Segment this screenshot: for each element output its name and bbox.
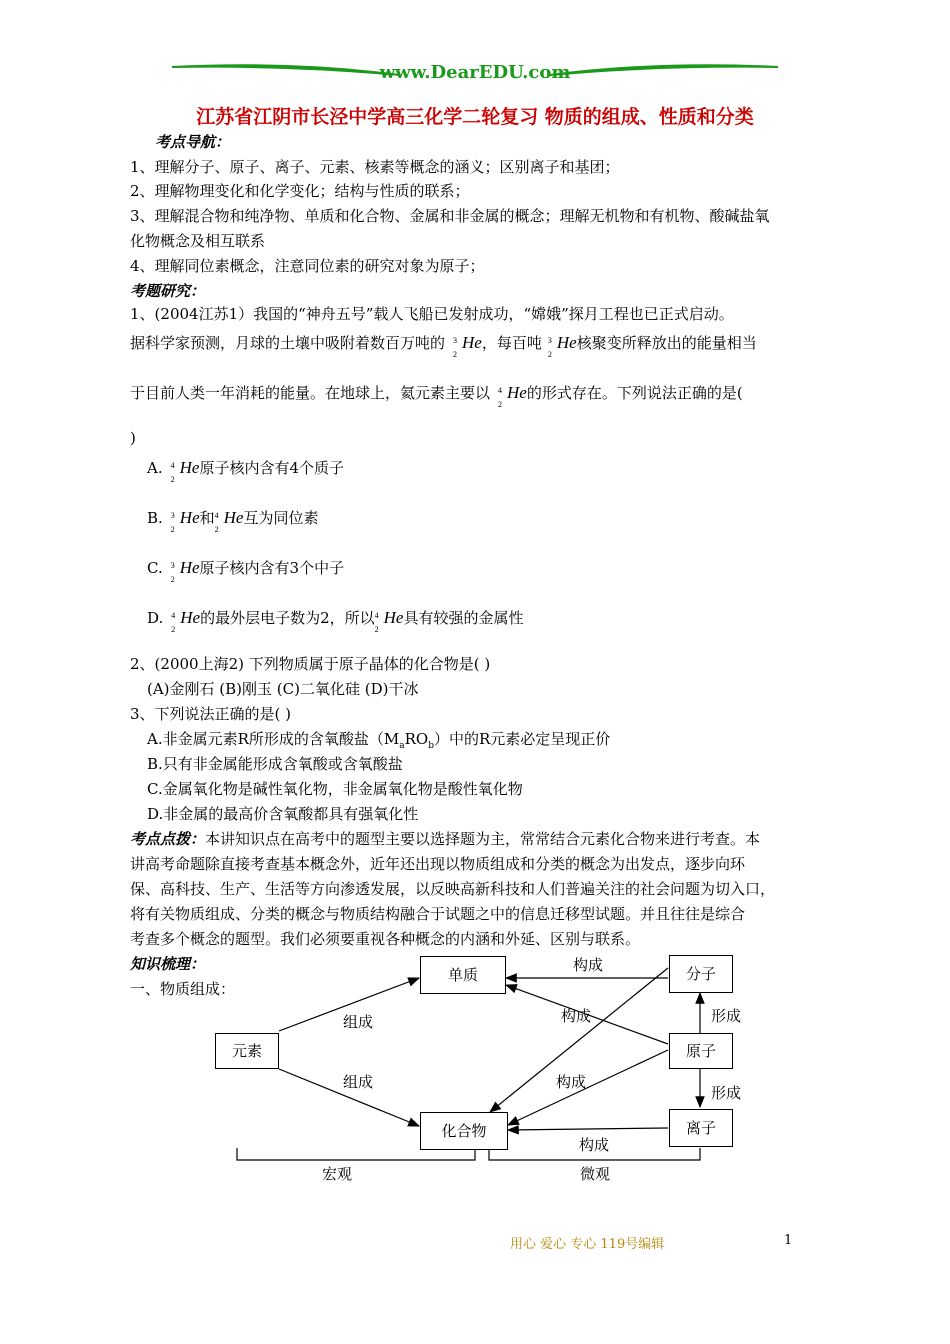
research-heading: 考题研究： [130, 282, 206, 300]
q3-option-d: D.非金属的最高价含氧酸都具有强氧化性 [147, 805, 419, 823]
q1-option-d: D. 4 2 He的最外层电子数为2，所以 4 2 He具有较强的金属性 [147, 608, 524, 634]
page-number: 1 [784, 1233, 793, 1248]
guide-item: 化物概念及相互联系 [130, 232, 266, 250]
knowledge-heading: 知识梳理： [130, 955, 206, 973]
tips-line: 考查多个概念的题型。我们必须要重视各种概念的内涵和外延、区别与联系。 [130, 930, 641, 948]
q1-line4: ) [130, 429, 136, 447]
tips-line: 讲高考命题除直接考查基本概念外，近年还出现以物质组成和分类的概念为出发点，逐步向环 [130, 855, 746, 873]
q3-option-a: A.非金属元素R所形成的含氧酸盐$(M_aRO_b)$中的R元素必定呈现正价 [147, 730, 611, 751]
label-compose: 组成 [343, 1013, 374, 1031]
label-form: 形成 [711, 1007, 742, 1025]
arrow-atom-to-compound [508, 1050, 668, 1125]
label-constitute: 构成 [556, 1073, 587, 1091]
guide-heading: 考点导航： [155, 133, 231, 151]
q3-option-c: C.金属氧化物是碱性氧化物，非金属氧化物是酸性氧化物 [147, 780, 523, 798]
site-logo[interactable]: www.DearEDU.com [379, 62, 571, 83]
label-micro: 微观 [580, 1165, 611, 1183]
tips-line: 保、高科技、生产、生活等方向渗透发展，以反映高新科技和人们普遍关注的社会问题为切入口， [130, 880, 776, 898]
node-atom: 原子 [669, 1033, 733, 1069]
he4-symbol: 4 2 He [170, 458, 200, 484]
page-title: 江苏省江阴市长泾中学高三化学二轮复习 物质的组成、性质和分类 [196, 106, 754, 128]
tips-line: 将有关物质组成、分类的概念与物质结构融合于试题之中的信息迁移型试题。并且往往是综合 [130, 905, 746, 923]
guide-item: 2、理解物理变化和化学变化；结构与性质的联系； [130, 182, 470, 200]
he4-symbol: 4 2 He [374, 608, 404, 634]
q1-option-c: C. 3 2 He原子核内含有3个中子 [147, 558, 345, 584]
he3-symbol: 3 2 He [453, 333, 482, 359]
q1-option-a: A. 4 2 He原子核内含有4个质子 [147, 458, 344, 484]
he3-symbol: 3 2 He [547, 333, 577, 359]
guide-item: 1、理解分子、原子、离子、元素、核素等概念的涵义；区别离子和基团； [130, 158, 620, 176]
tips-line: 考点点拨：本讲知识点在高考中的题型主要以选择题为主，常常结合元素化合物来进行考查。本 [130, 830, 761, 848]
he3-symbol: 3 2 He [170, 558, 200, 584]
label-constitute: 构成 [561, 1007, 592, 1025]
node-compound: 化合物 [420, 1112, 508, 1150]
q2-options: (A)金刚石 (B)刚玉 (C)二氧化硅 (D)干冰 [147, 680, 419, 698]
label-macro: 宏观 [322, 1165, 353, 1183]
tips-heading: 考点点拨： [130, 830, 206, 848]
node-molecule: 分子 [669, 955, 733, 993]
q3-stem: 3、下列说法正确的是( ) [130, 705, 292, 723]
q1-line2: 据科学家预测，月球的土壤中吸附着数百万吨的 3 2 He，每百吨 3 2 He核聚变所释放出的能量相当 [130, 333, 757, 359]
guide-item: 3、理解混合物和纯净物、单质和化合物、金属和非金属的概念；理解无机物和有机物、酸碱盐氧 [130, 207, 770, 225]
he3-symbol: 3 2 He [170, 508, 200, 534]
node-simple-substance: 单质 [420, 956, 506, 994]
q1-option-b: B. 3 2 He和 4 2 He互为同位素 [147, 508, 319, 534]
section-heading: 一、物质组成： [130, 980, 236, 998]
label-form: 形成 [711, 1084, 742, 1102]
arrow-ion-to-compound [508, 1128, 668, 1130]
q2-stem: 2、(2000上海2) 下列物质属于原子晶体的化合物是( ) [130, 655, 491, 673]
he4-symbol: 4 2 He [171, 608, 201, 634]
he4-symbol: 4 2 He [498, 383, 527, 409]
node-element: 元素 [215, 1033, 279, 1069]
q1-line1: 1、(2004江苏1）我国的“神舟五号”载人飞船已发射成功，“嫦娥”探月工程也已正式启动。 [130, 305, 734, 323]
he4-symbol: 4 2 He [214, 508, 244, 534]
node-ion: 离子 [669, 1109, 733, 1147]
label-constitute: 构成 [573, 956, 604, 974]
q1-line3: 于目前人类一年消耗的能量。在地球上，氦元素主要以 4 2 He的形式存在。下列说法正确的是( [130, 383, 743, 409]
guide-item: 4、理解同位素概念，注意同位素的研究对象为原子； [130, 257, 485, 275]
label-constitute: 构成 [579, 1136, 610, 1154]
q3-option-b: B.只有非金属能形成含氧酸或含氧酸盐 [147, 755, 403, 773]
footer-text: 用心 爱心 专心 119号编辑 [510, 1237, 665, 1252]
label-compose: 组成 [343, 1073, 374, 1091]
